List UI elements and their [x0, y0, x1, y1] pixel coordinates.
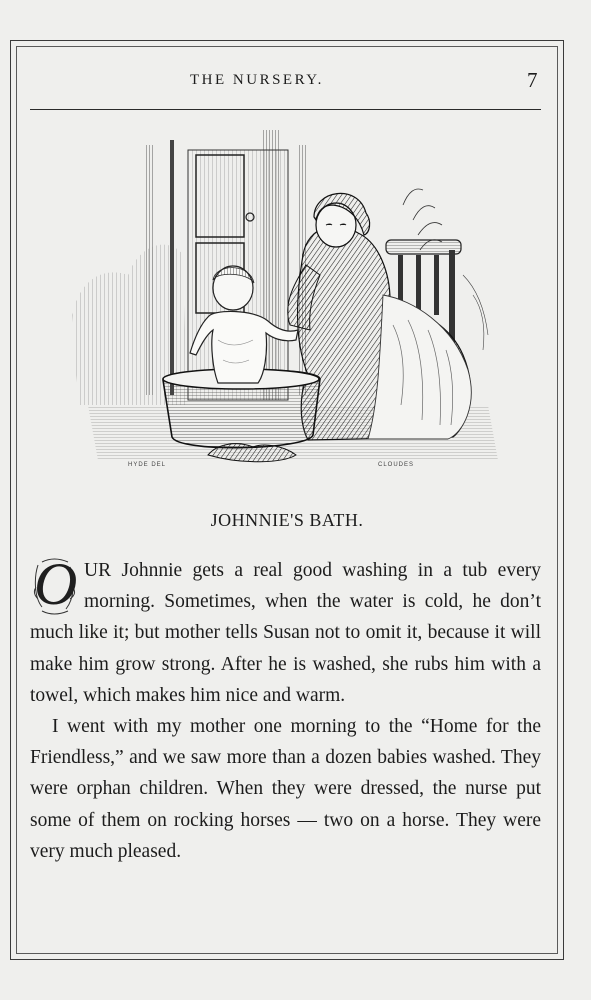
ornamental-dropcap	[32, 551, 78, 617]
engraver-signature-left: HYDE DEL	[128, 462, 167, 468]
first-word-rest: UR	[84, 560, 112, 581]
page-number: 7	[527, 68, 538, 92]
engraver-signature-right: CLOUDES	[378, 462, 415, 468]
header-rule	[30, 109, 541, 110]
running-head: THE NURSERY.	[190, 72, 324, 88]
bath-engraving	[68, 125, 508, 480]
paragraph-1	[30, 551, 541, 711]
apron	[368, 295, 471, 439]
paragraph-1-text: Johnnie gets a real good washing in a tub every morning. Sometimes, when the water is cold, he don’t much like it; but mother tells Susan not to omit it, because it will make him grow strong. After he is washed, she rubs him with a towel, which makes him nice and warm.	[30, 560, 541, 706]
body-text	[30, 551, 541, 867]
illustration-caption: JOHNNIE'S BATH.	[210, 510, 364, 530]
dropcap-letter: O	[34, 551, 78, 617]
paragraph-2: I went with my mother one morning to the “Home for the Friendless,” and we saw more than a dozen babies washed. They were orphan children. When they were dressed, the nurse put some of them on rocking horses — two on a horse. They were very much pleased.	[30, 716, 541, 862]
door-frame-left	[146, 145, 154, 395]
